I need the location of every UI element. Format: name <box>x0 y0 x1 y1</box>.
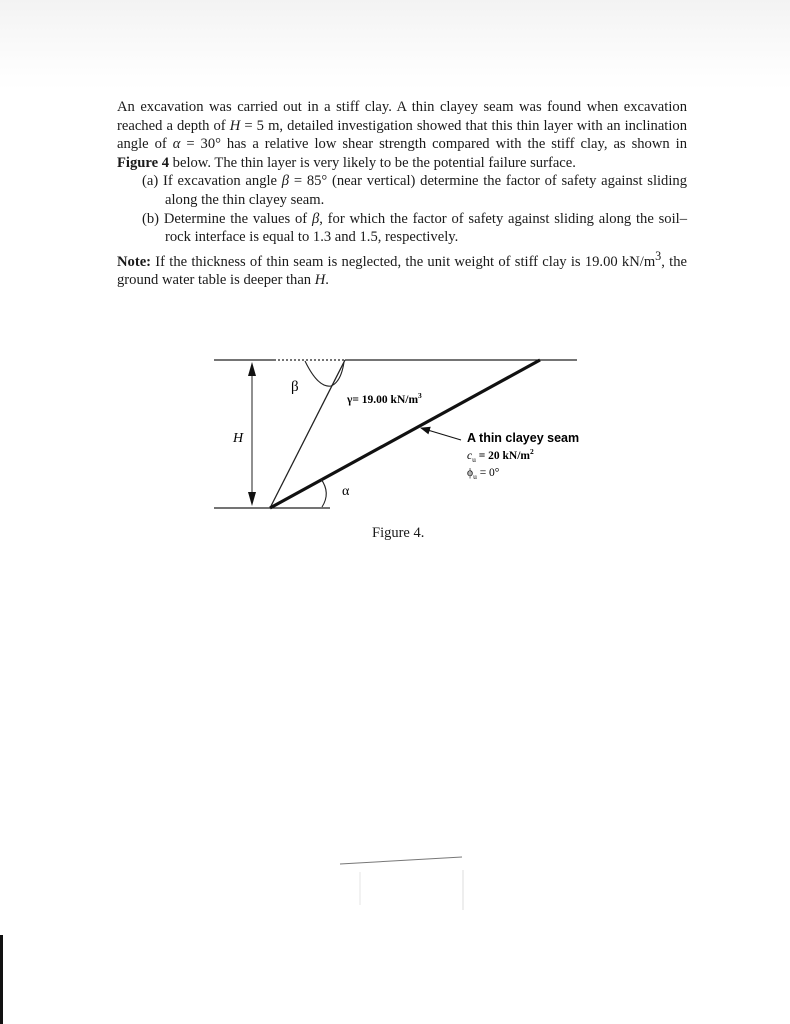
phi-value: = 0° <box>476 467 500 479</box>
intro-text-1: An excavation was carried out in a stiff clay. A thin clayey seam was found when excavation reached a depth of <box>117 99 687 134</box>
symbol-beta: β <box>281 173 290 190</box>
beta-label: β <box>291 379 299 395</box>
H-label: H <box>233 431 244 446</box>
cu-superscript: 2 <box>530 447 534 456</box>
question-b-text-2: , for which the factor of safety against sliding along the soil–rock interface is equal to 1.3 and 1.5, respectively. <box>165 210 687 246</box>
gamma-text: γ= 19.00 kN/m <box>347 394 419 406</box>
phi-symbol: ϕ <box>467 467 474 479</box>
question-b-text-1: Determine the values of <box>159 210 312 227</box>
phi-subscript: u <box>473 472 477 481</box>
gamma-superscript: 3 <box>418 391 422 400</box>
seam-title: A thin clayey seam <box>467 431 580 445</box>
cu-value: = 20 kN/m <box>475 450 531 462</box>
symbol-H: H <box>314 272 326 289</box>
cu-symbol: c <box>467 450 473 462</box>
question-a-text-2: = 85° (near vertical) determine the factor of safety against sliding along the thin clayey seam. <box>165 173 688 208</box>
symbol-alpha: α <box>172 136 181 153</box>
question-a-text-1: If excavation angle <box>158 173 282 190</box>
note-text-2: , the ground water table is deeper than <box>117 253 687 289</box>
intro-text-4: below. The thin layer is very likely to be the potential failure surface. <box>169 154 576 171</box>
note-text-1: If the thickness of thin seam is neglected, the unit weight of stiff clay is 19.00 kN/m <box>151 253 656 270</box>
intro-text-2: = 5 m, detailed investigation showed that this thin layer with an inclination angle of <box>117 117 687 153</box>
question-a-label: (a) <box>142 173 159 190</box>
symbol-beta: β <box>311 210 320 227</box>
figure-caption: Figure 4. <box>372 525 425 541</box>
symbol-H: H <box>229 117 241 134</box>
question-b-label: (b) <box>142 210 160 227</box>
alpha-label: α <box>342 484 350 499</box>
note-superscript: 3 <box>655 248 662 263</box>
cu-subscript: u <box>472 455 476 464</box>
note-text-3: . <box>325 272 329 289</box>
note-label: Note: <box>117 253 152 270</box>
figure-reference: Figure 4 <box>117 154 170 171</box>
intro-text-3: = 30° has a relative low shear strength compared with the stiff clay, as shown in <box>180 136 687 153</box>
